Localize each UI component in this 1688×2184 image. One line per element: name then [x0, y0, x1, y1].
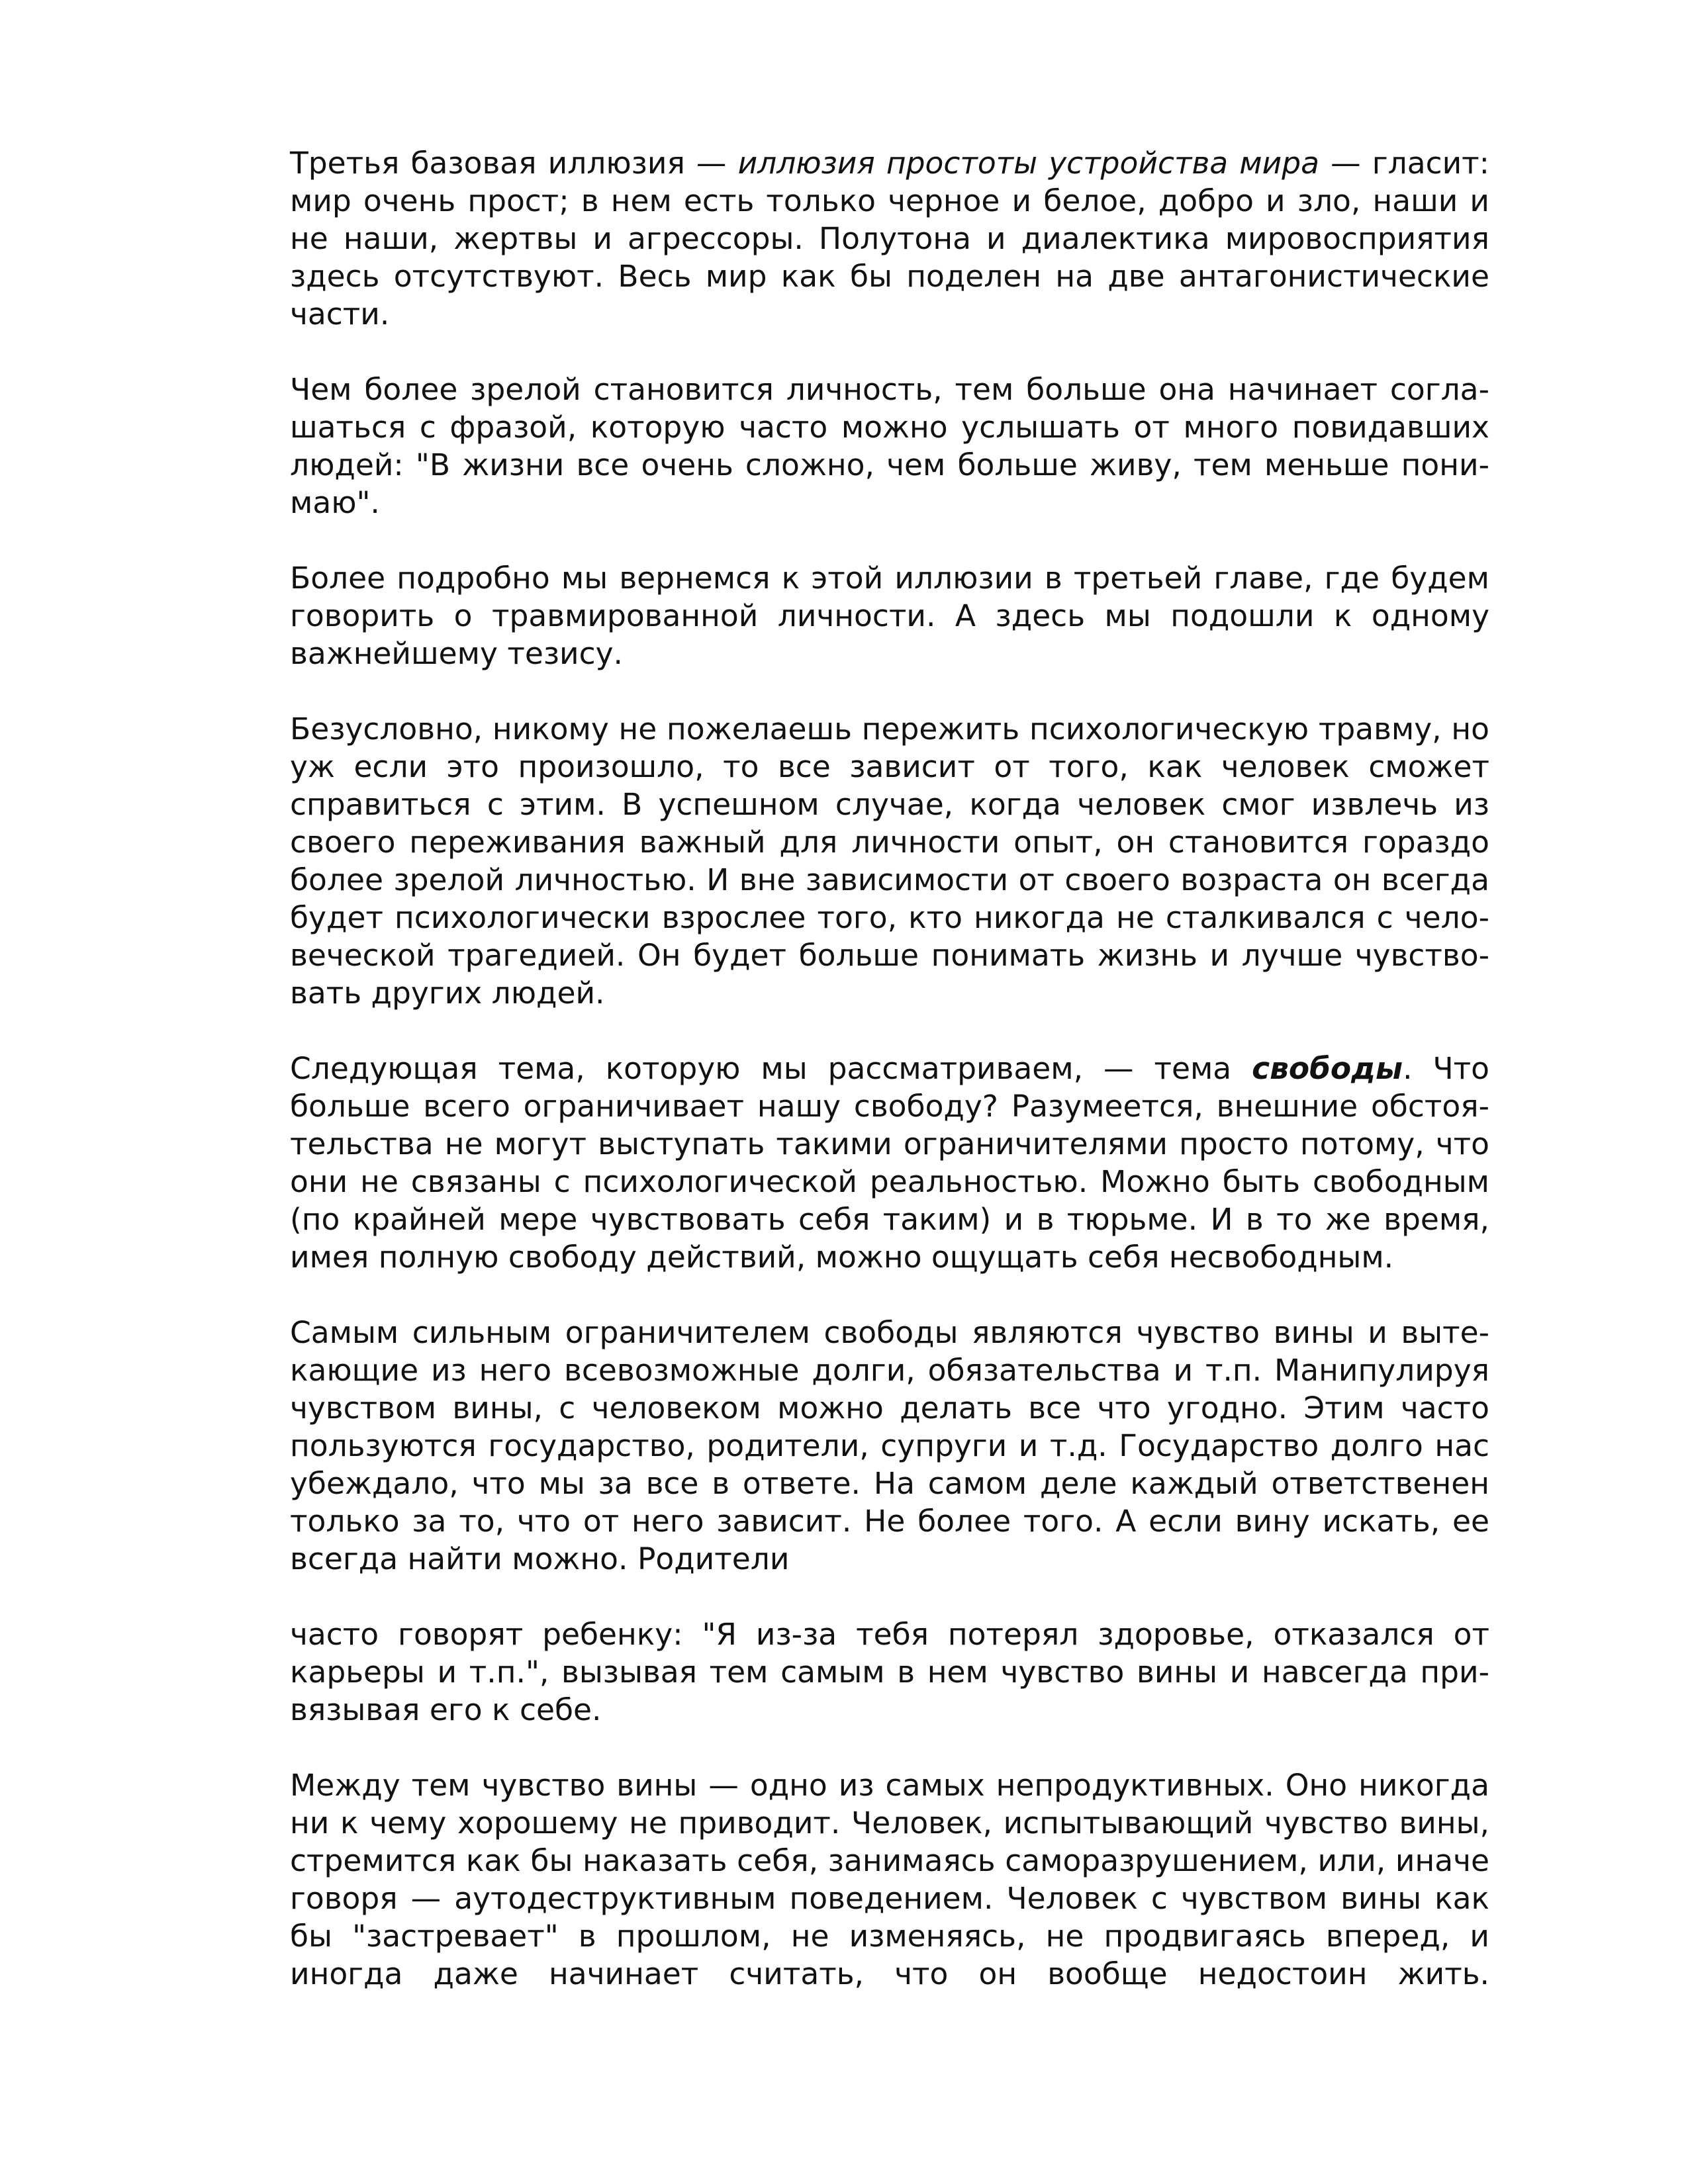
paragraph-third-chapter: Более подробно мы вернемся к этой иллюзии в третьей главе, где будем говорить о травмированной личности. А здесь мы подошли к одному важнейшему тезису. — [290, 561, 1489, 671]
document-page — [290, 144, 1489, 2030]
paragraph-text: Третья базовая иллюзия — — [290, 146, 738, 181]
paragraph-unproductive-guilt: Между тем чувство вины — одно из самых непродуктивных. Оно никогда ни к чему хорошему не приводит. Человек, испытывающий чувство вины, стремится как бы наказать себя, занимаясь саморазрушением, или, иначе говоря — аутодеструктивным поведением. Человек с чувством вины как бы "застревает" в прошлом, не изменяясь, не продвигаясь вперед, и иногда даже начинает считать, что он вообще недостоин жить. — [290, 1768, 1489, 1991]
paragraph-guilt-limiter: Самым сильным ограничителем свободы являются чувство вины и вытекающие из него всевозможные долги, обязательства и т.п. Манипулируя чувством вины, с человеком можно делать все что угодно. Этим часто пользуются государство, родители, супруги и т.д. Государство долго нас убеждало, что мы за все в ответе. На самом деле каждый ответственен только за то, что от него зависит. Не более того. А если вину искать, ее всегда найти можно. Родители — [290, 1315, 1489, 1576]
paragraph-illusion-simplicity — [290, 144, 1489, 333]
emphasis-text: свободы — [1252, 1051, 1403, 1086]
paragraph-freedom — [290, 1050, 1489, 1276]
paragraph-maturity: Чем более зрелой становится личность, тем больше она начинает соглашаться с фразой, которую часто можно услышать от много повидавших людей: "В жизни все очень сложно, чем больше живу, тем меньше понимаю". — [290, 372, 1489, 520]
paragraph-trauma: Безусловно, никому не пожелаешь пережить психологическую травму, но уж если это произошло, то все зависит от того, как человек сможет справиться с этим. В успешном случае, когда человек смог извлечь из своего переживания важный для личности опыт, он становится гораздо более зрелой личностью. И вне зависимости от своего возраста он всегда будет психологически взрослее того, кто никогда не сталкивался с человеческой трагедией. Он будет больше понимать жизнь и лучше чувствовать других людей. — [290, 711, 1489, 1011]
paragraph-parents: часто говорят ребенку: "Я из-за тебя потерял здоровье, отказался от карьеры и т.п.", вызывая тем самым в нем чувство вины и навсегда привязывая его к себе. — [290, 1617, 1489, 1727]
paragraph-text: Следующая тема, которую мы рассматриваем, — тема — [290, 1051, 1252, 1086]
paragraph-text: — гласит: мир очень прост; в нем есть только черное и белое, добро и зло, наши и не наши, жертвы и агрессоры. Полутона и диалектика мировосприятия здесь отсутствуют. Весь мир как бы поделен на две антагонистические части. — [290, 146, 1489, 332]
paragraph-text: . Что больше всего ограничивает нашу свободу? Разумеется, внешние обстоятельства не могут выступать такими ограничителями просто потому, что они не связаны с психологической реальностью. Можно быть свободным (по крайней мере чувствовать себя таким) и в тюрьме. И в то же время, имея полную свободу действий, можно ощущать себя несвободным. — [290, 1051, 1490, 1275]
emphasis-text: иллюзия простоты устройства мира — [737, 146, 1319, 181]
